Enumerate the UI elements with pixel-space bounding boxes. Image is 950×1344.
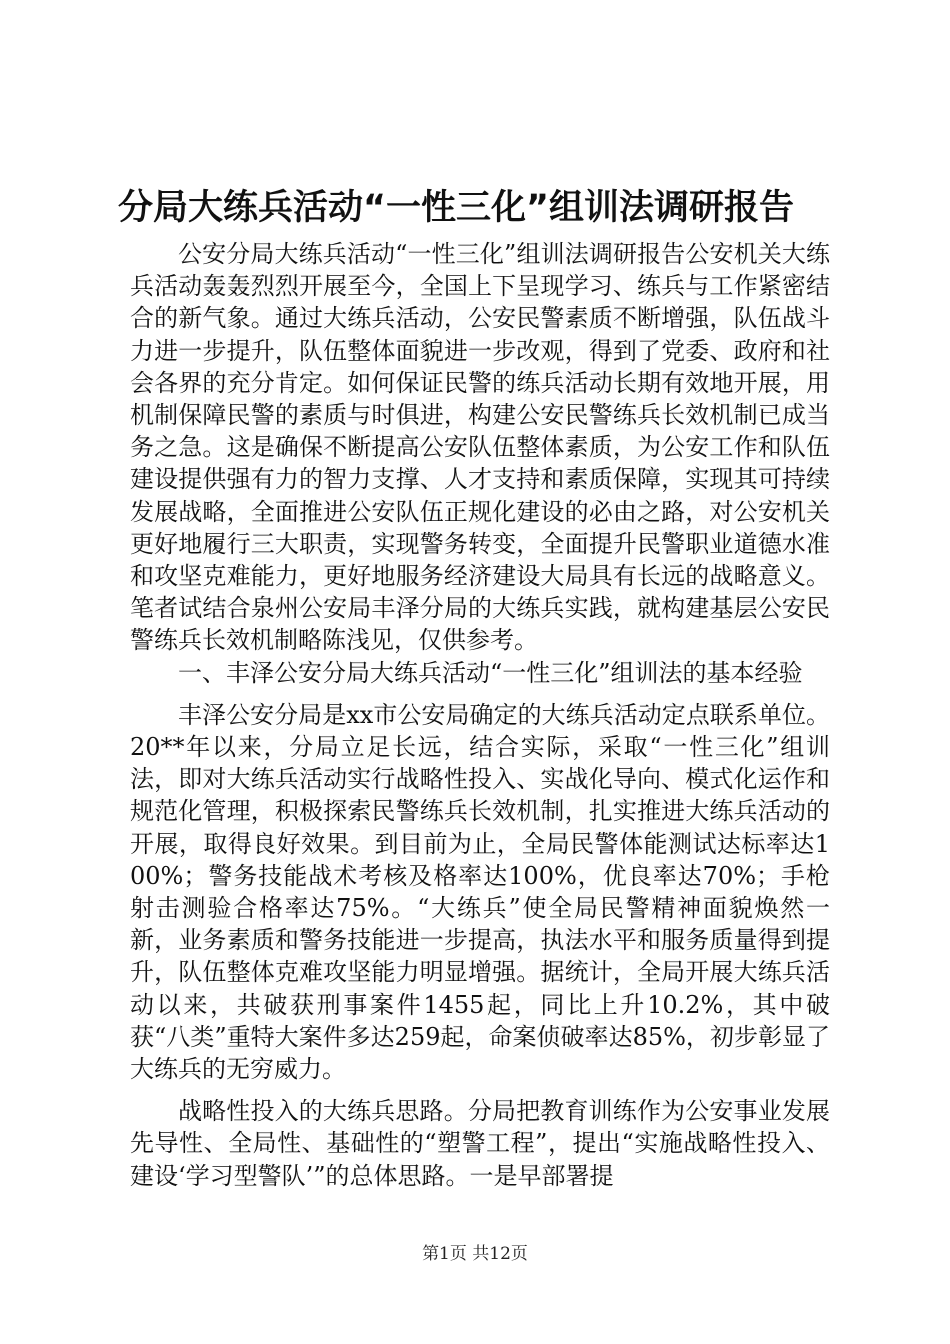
document-body bbox=[130, 238, 830, 1192]
paragraph-intro: 公安分局大练兵活动“一性三化”组训法调研报告公安机关大练兵活动轰轰烈烈开展至今，全国上下呈现学习、练兵与工作紧密结合的新气象。通过大练兵活动，公安民警素质不断增强，队伍战斗力进一步提升，队伍整体面貌进一步改观，得到了党委、政府和社会各界的充分肯定。如何保证民警的练兵活动长期有效地开展，用机制保障民警的素质与时俱进，构建公安民警练兵长效机制已成当务之急。这是确保不断提高公安队伍整体素质，为公安工作和队伍建设提供强有力的智力支撑、人才支持和素质保障，实现其可持续发展战略，全面推进公安队伍正规化建设的必由之路，对公安机关更好地履行三大职责，实现警务转变，全面提升民警职业道德水准和攻坚克难能力，更好地服务经济建设大局具有长远的战略意义。笔者试结合泉州公安局丰泽分局的大练兵实践，就构建基层公安民警练兵长效机制略陈浅见，仅供参考。 bbox=[130, 240, 830, 655]
document-title: 分局大练兵活动“一性三化”组训法调研报告 bbox=[118, 188, 795, 228]
paragraph-experience: 丰泽公安分局是xx市公安局确定的大练兵活动定点联系单位。20**年以来，分局立足长远，结合实际，采取“一性三化”组训法，即对大练兵活动实行战略性投入、实战化导向、模式化运作和规范化管理，积极探索民警练兵长效机制，扎实推进大练兵活动的开展，取得良好效果。到目前为止，全局民警体能测试达标率达100%；警务技能战术考核及格率达100%，优良率达70%；手枪射击测验合格率达75%。“大练兵”使全局民警精神面貌焕然一新，业务素质和警务技能进一步提高，执法水平和服务质量得到提升，队伍整体克难攻坚能力明显增强。据统计，全局开展大练兵活动以来，共破获刑事案件1455起，同比上升10.2%，其中破获“八类”重特大案件多达259起，命案侦破率达85%，初步彰显了大练兵的无穷威力。 bbox=[130, 700, 830, 1084]
section-heading: 一、丰泽公安分局大练兵活动“一性三化”组训法的基本经验 bbox=[178, 658, 803, 687]
page-number-footer: 第1页 共12页 bbox=[422, 1244, 528, 1264]
paragraph-strategy: 战略性投入的大练兵思路。分局把教育训练作为公安事业发展先导性、全局性、基础性的“塑警工程”，提出“实施战略性投入、建设‘学习型警队’”的总体思路。一是早部署提 bbox=[130, 1097, 830, 1190]
